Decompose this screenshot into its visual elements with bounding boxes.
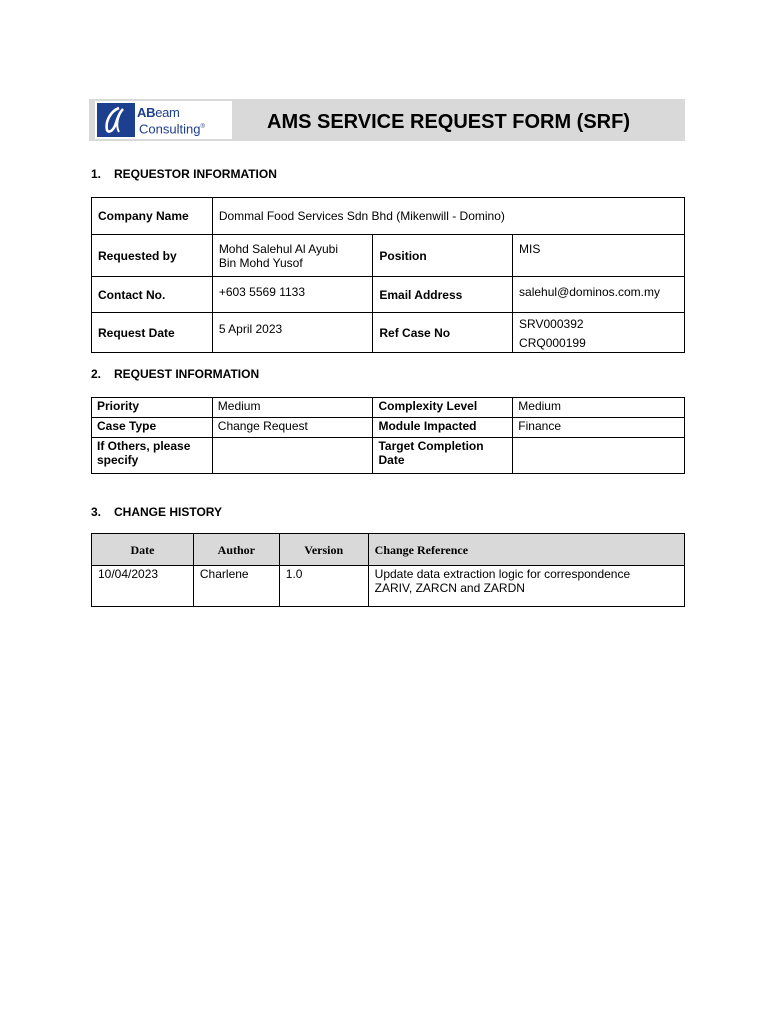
- requested-by-line1: Mohd Salehul Al Ayubi: [218, 241, 339, 256]
- priority-value: Medium: [212, 398, 373, 418]
- table-row: [92, 198, 685, 235]
- section-3-heading: 3. CHANGE HISTORY: [91, 505, 223, 519]
- section-1-heading: 1. REQUESTOR INFORMATION: [91, 167, 277, 181]
- col-header-author: Author: [193, 534, 279, 566]
- complexity-label: Complexity Level: [373, 398, 513, 418]
- ref-case-label: Ref Case No: [373, 313, 513, 353]
- table-header-row: [92, 534, 685, 566]
- requested-by-label: Requested by: [92, 235, 213, 277]
- table-row: [92, 313, 685, 353]
- abeam-logo: [95, 101, 232, 139]
- contact-label: Contact No.: [92, 277, 213, 313]
- table-row: [92, 438, 685, 474]
- ref-case-srv: SRV000392: [519, 316, 584, 331]
- request-date-label: Request Date: [92, 313, 213, 353]
- ref-case-crq: CRQ000199: [519, 335, 586, 350]
- request-date-value: 5 April 2023: [212, 313, 373, 353]
- module-value: Finance: [513, 418, 685, 438]
- position-label: Position: [373, 235, 513, 277]
- others-label-line2: specify: [97, 453, 139, 467]
- col-header-date: Date: [92, 534, 194, 566]
- requestor-info-table: [91, 197, 685, 353]
- history-reference-line1: Update data extraction logic for correspondence: [374, 567, 631, 581]
- target-date-label-line1: Target Completion: [378, 439, 484, 453]
- others-value: [212, 438, 373, 474]
- company-name-value: Dommal Food Services Sdn Bhd (Mikenwill - Domino): [212, 198, 684, 235]
- others-label: [92, 438, 213, 474]
- target-date-label-line2: Date: [378, 453, 405, 467]
- col-header-change-reference: Change Reference: [368, 534, 684, 566]
- table-row: [92, 566, 685, 607]
- module-label: Module Impacted: [373, 418, 513, 438]
- history-reference: [368, 566, 684, 607]
- table-row: [92, 398, 685, 418]
- logo-text-consulting: Consulting®: [139, 121, 205, 137]
- logo-text-ab: ABeam: [137, 105, 180, 120]
- history-date: 10/04/2023: [92, 566, 194, 607]
- position-value: MIS: [513, 235, 685, 277]
- table-row: [92, 235, 685, 277]
- section-2-heading: 2. REQUEST INFORMATION: [91, 367, 260, 381]
- case-type-value: Change Request: [212, 418, 373, 438]
- page-title: AMS SERVICE REQUEST FORM (SRF): [267, 111, 630, 133]
- form-header: [89, 99, 685, 141]
- contact-value: +603 5569 1133: [212, 277, 373, 313]
- requested-by-value: [212, 235, 373, 277]
- company-name-label: Company Name: [92, 198, 213, 235]
- email-label: Email Address: [373, 277, 513, 313]
- history-reference-line2: ZARIV, ZARCN and ZARDN: [374, 581, 525, 595]
- others-label-line1: If Others, please: [97, 439, 191, 453]
- change-history-table: [91, 533, 685, 607]
- table-row: [92, 277, 685, 313]
- table-row: [92, 418, 685, 438]
- complexity-value: Medium: [513, 398, 685, 418]
- target-date-label: [373, 438, 513, 474]
- history-author: Charlene: [193, 566, 279, 607]
- email-value: salehul@dominos.com.my: [513, 277, 685, 313]
- request-info-table: [91, 397, 685, 474]
- target-date-value: [513, 438, 685, 474]
- ref-case-value: [513, 313, 685, 353]
- col-header-version: Version: [279, 534, 368, 566]
- case-type-label: Case Type: [92, 418, 213, 438]
- priority-label: Priority: [92, 398, 213, 418]
- requested-by-line2: Bin Mohd Yusof: [218, 255, 303, 270]
- history-version: 1.0: [279, 566, 368, 607]
- abeam-logo-mark-icon: [97, 103, 135, 137]
